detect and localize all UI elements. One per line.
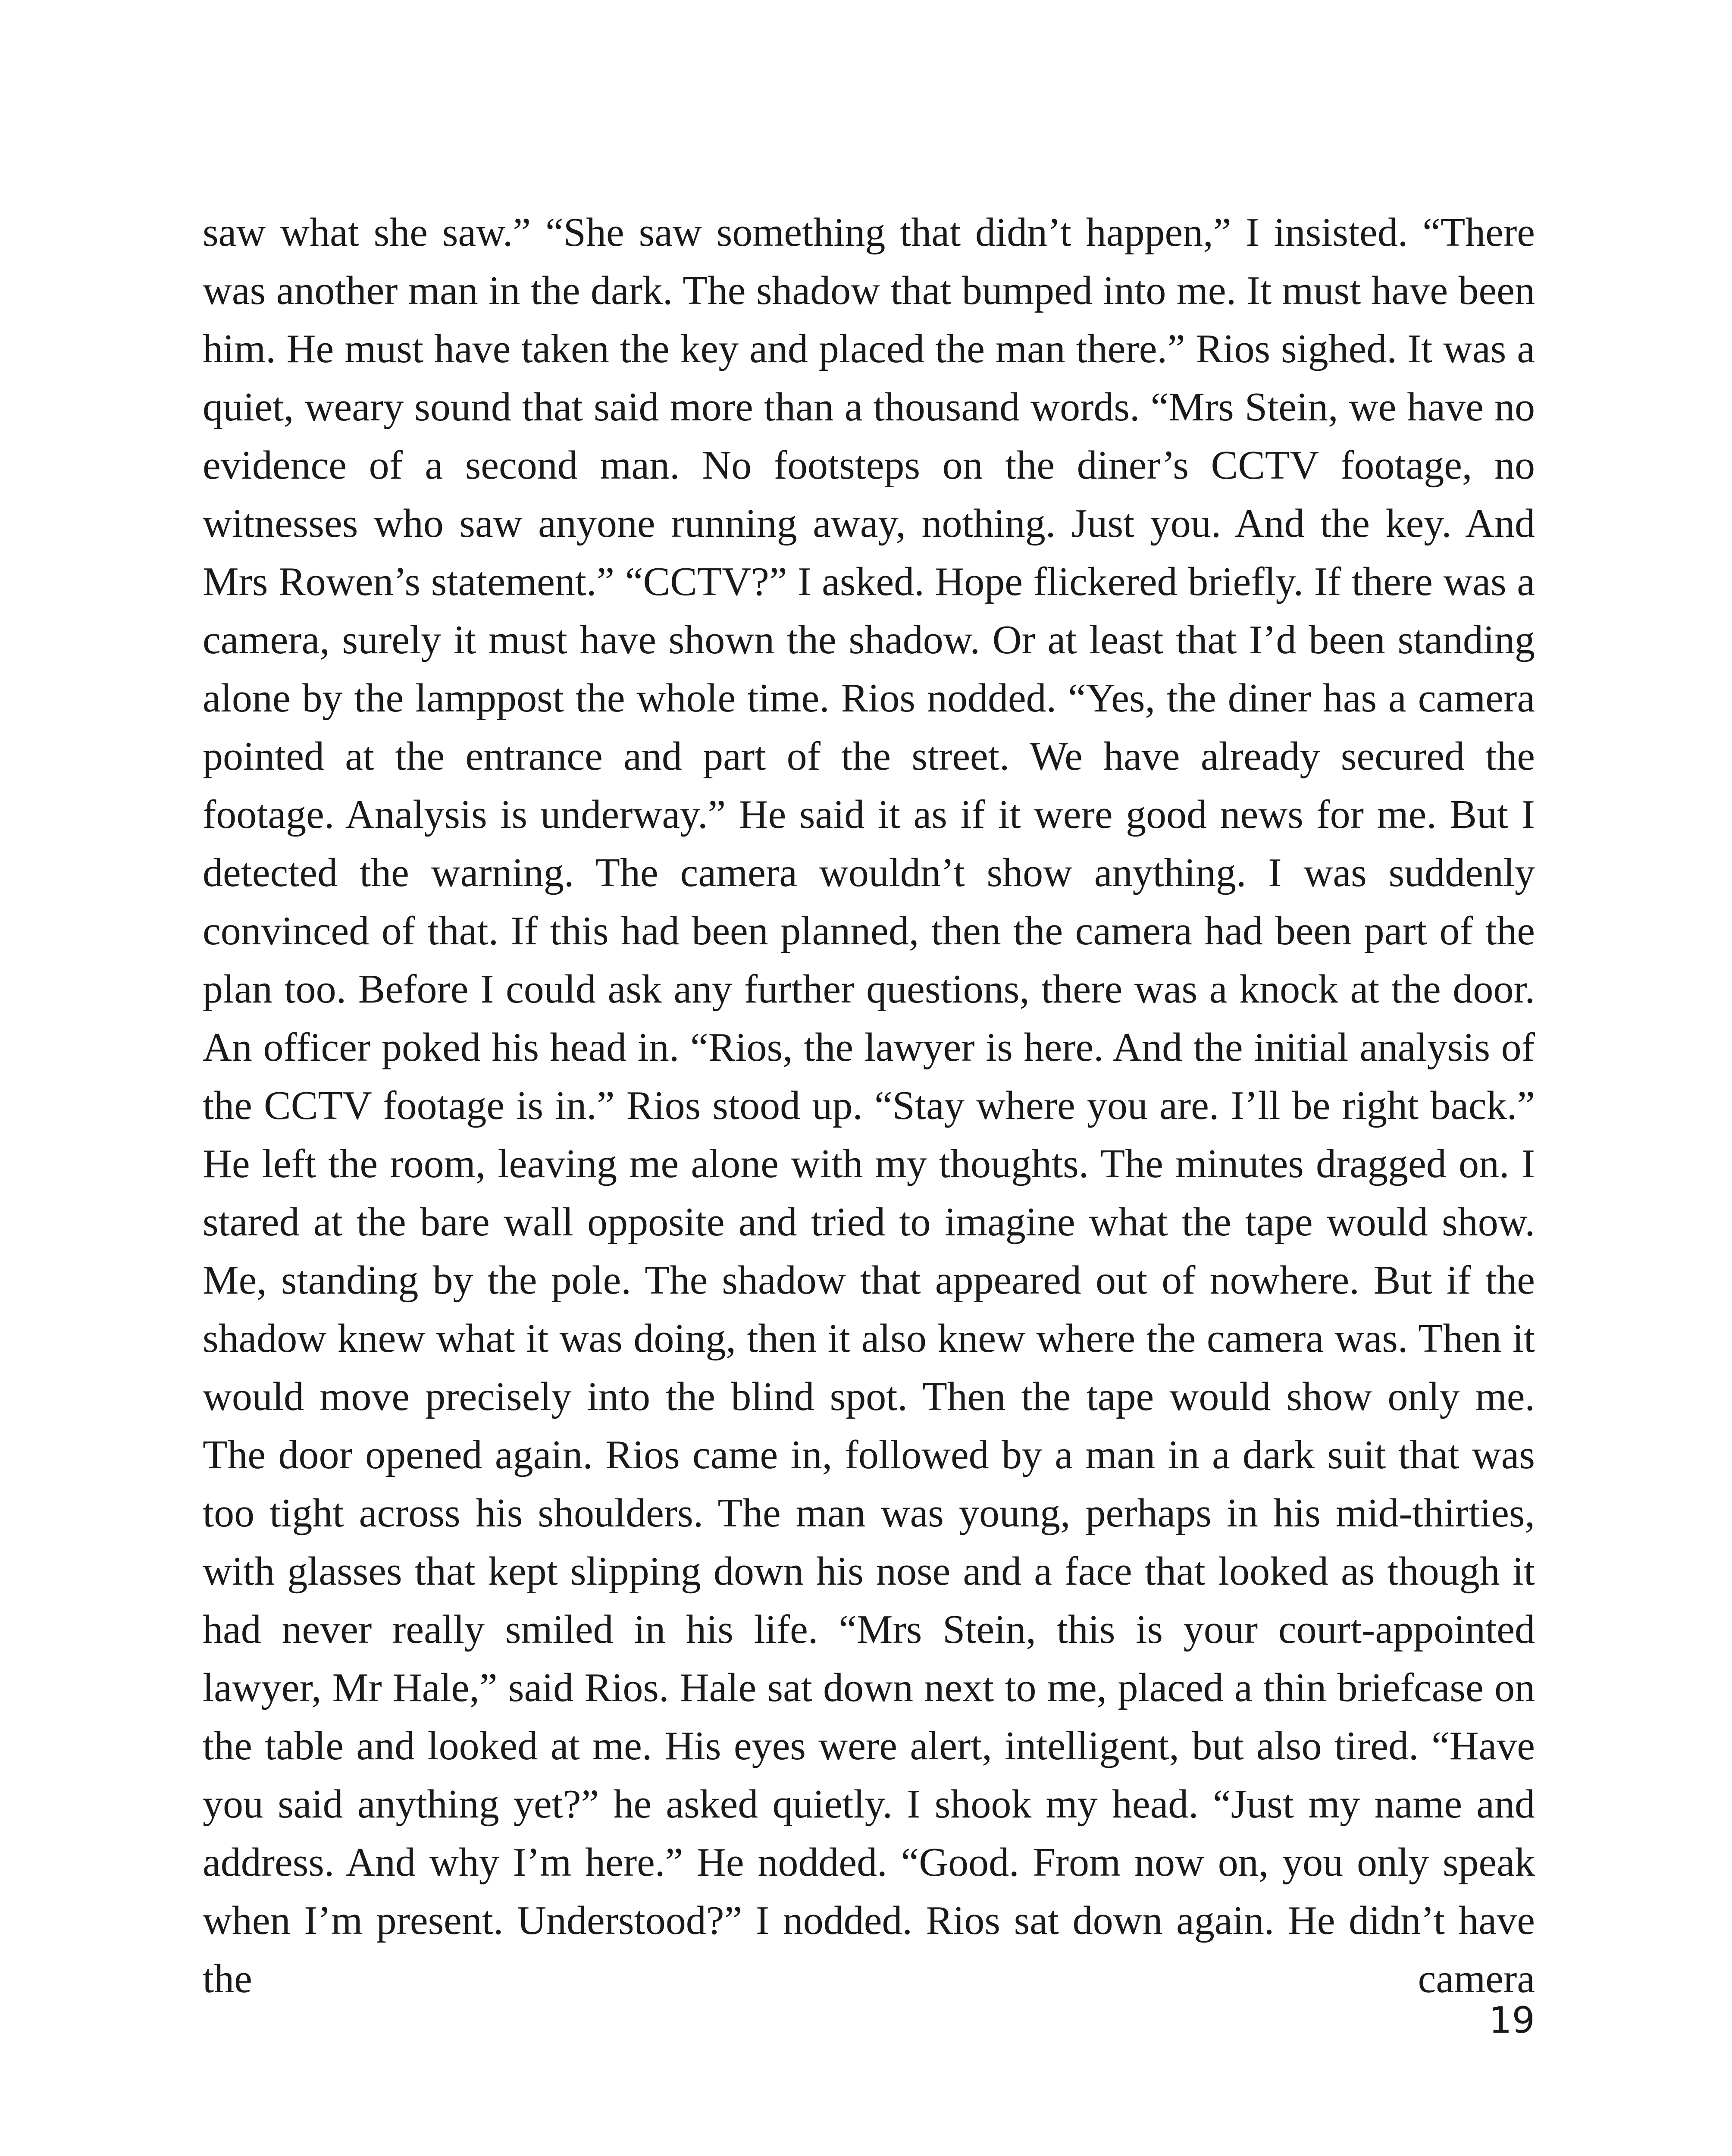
page-number: 19 — [1489, 1999, 1535, 2041]
body-paragraph: saw what she saw.” “She saw something that didn’t happen,” I insisted. “There was another man in the dark. The shadow that bumped into me. It must have been him. He must have taken the key and placed the man there.” Rios sighed. It was a quiet, weary sound that said more than a thousand words. “Mrs Stein, we have no evidence of a second man. No footsteps on the diner’s CCTV footage, no witnesses who saw anyone running away, nothing. Just you. And the key. And Mrs Rowen’s statement.” “CCTV?” I asked. Hope flickered briefly. If there was a camera, surely it must have shown the shadow. Or at least that I’d been standing alone by the lamppost the whole time. Rios nodded. “Yes, the diner has a camera pointed at the entrance and part of the street. We have already secured the footage. Analysis is underway.” He said it as if it were good news for me. But I detected the warning. The camera wouldn’t show anything. I was suddenly convinced of that. If this had been planned, then the camera had been part of the plan too. Before I could ask any further questions, there was a knock at the door. An officer poked his head in. “Rios, the lawyer is here. And the initial analysis of the CCTV footage is in.” Rios stood up. “Stay where you are. I’ll be right back.” He left the room, leaving me alone with my thoughts. The minutes dragged on. I stared at the bare wall opposite and tried to imagine what the tape would show. Me, standing by the pole. The shadow that appeared out of nowhere. But if the shadow knew what it was doing, then it also knew where the camera was. Then it would move precisely into the blind spot. Then the tape would show only me. The door opened again. Rios came in, followed by a man in a dark suit that was too tight across his shoulders. The man was young, perhaps in his mid-thirties, with glasses that kept slipping down his nose and a face that looked as though it had never really smiled in his life. “Mrs Stein, this is your court-appointed lawyer, Mr Hale,” said Rios. Hale sat down next to me, placed a thin briefcase on the table and looked at me. His eyes were alert, intelligent, but also tired. “Have you said anything yet?” he asked quietly. I shook my head. “Just my name and address. And why I’m here.” He nodded. “Good. From now on, you only speak when I’m present. Understood?” I nodded. Rios sat down again. He didn’t have the camera — [203, 210, 1535, 2001]
